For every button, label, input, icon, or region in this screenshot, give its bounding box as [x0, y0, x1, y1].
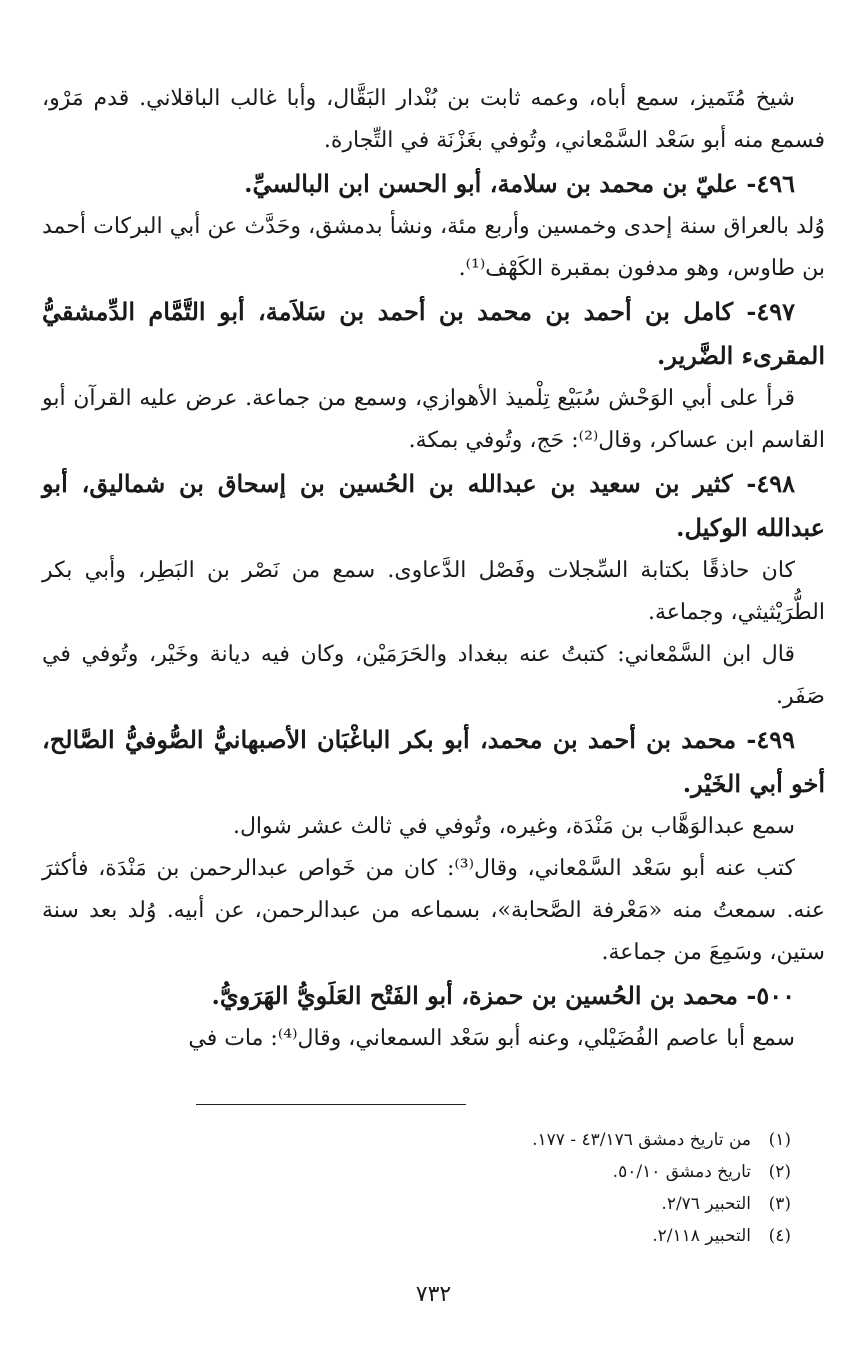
footnote-text: تاريخ دمشق ٥٠/١٠. — [612, 1162, 751, 1182]
paragraph: كتب عنه أبو سَعْد السَّمْعاني، وقال⁽³⁾: كان من خَواص عبدالرحمن بن مَنْدَة، فأكثرَ عنه. سمعتُ منه «مَعْرفة الصَّحابة»، بسماعه من عبدالرحمن، عن أبيه. وُلد بعد سنة ستين، وسَمِعَ من جماعة. — [42, 856, 825, 965]
paragraph: سمع عبدالوَهَّاب بن مَنْدَة، وغيره، وتُوفي في ثالث عشر شوال. — [232, 814, 795, 839]
footnote — [42, 1220, 791, 1252]
footnote-separator — [196, 1104, 466, 1105]
footnote-text: من تاريخ دمشق ٤٣/١٧٦ - ١٧٧. — [532, 1130, 751, 1150]
footnote-number: (٢) — [768, 1162, 791, 1182]
entry-heading-500: ٥٠٠- محمد بن الحُسين بن حمزة، أبو الفَتْح العَلَويُّ الهَرَويُّ. — [211, 981, 795, 1010]
entry-heading-498: ٤٩٨- كثير بن سعيد بن عبدالله بن الحُسين بن إسحاق بن شماليق، أبو عبدالله الوكيل. — [42, 469, 825, 542]
main-text — [42, 78, 825, 1060]
footnotes — [42, 1124, 791, 1252]
paragraph: كان حاذقًا بكتابة السِّجلات وفَصْل الدَّعاوى. سمع من نَصْر بن البَطِر، وأبي بكر الطُّرَيْثيثي، وجماعة. — [42, 558, 825, 625]
footnote-number: (١) — [768, 1130, 791, 1150]
footnote-text: التحبير ٢/٧٦. — [661, 1194, 751, 1214]
paragraph: وُلد بالعراق سنة إحدى وخمسين وأربع مئة، ونشأ بدمشق، وحَدَّث عن أبي البركات أحمد بن طاوس، وهو مدفون بمقبرة الكَهْف⁽¹⁾. — [42, 214, 825, 281]
footnote — [42, 1124, 791, 1156]
page-number: ٧٣٢ — [415, 1282, 452, 1307]
paragraph: شيخ مُتَميز، سمع أباه، وعمه ثابت بن بُنْدار البَقَّال، وأبا غالب الباقلاني. قدم مَرْو، فسمع منه أبو سَعْد السَّمْعاني، وتُوفي بغَزْنَة في التِّجارة. — [42, 86, 825, 153]
footnote — [42, 1188, 791, 1220]
entry-heading-496: ٤٩٦- عليّ بن محمد بن سلامة، أبو الحسن ابن البالسيِّ. — [244, 169, 795, 198]
paragraph: قال ابن السَّمْعاني: كتبتُ عنه ببغداد والحَرَمَيْن، وكان فيه ديانة وخَيْر، وتُوفي في صَفَر. — [42, 642, 825, 709]
footnote — [42, 1156, 791, 1188]
footnote-text: التحبير ٢/١١٨. — [652, 1226, 751, 1246]
paragraph: سمع أبا عاصم الفُضَيْلي، وعنه أبو سَعْد السمعاني، وقال⁽⁴⁾: مات في — [188, 1026, 795, 1051]
entry-heading-497: ٤٩٧- كامل بن أحمد بن محمد بن أحمد بن سَلاَمة، أبو التَّمَّام الدِّمشقيُّ المقرىء الضَّرير. — [42, 297, 825, 370]
entry-heading-499: ٤٩٩- محمد بن أحمد بن محمد، أبو بكر الباغْبَان الأصبهانيُّ الصُّوفيُّ الصَّالح، أخو أبي الخَيْر. — [42, 725, 825, 798]
footnote-number: (٣) — [768, 1194, 791, 1214]
footnote-number: (٤) — [768, 1226, 791, 1246]
paragraph: قرأ على أبي الوَحْش سُبَيْع تِلْميذ الأهوازي، وسمع من جماعة. عرض عليه القرآن أبو القاسم ابن عساكر، وقال⁽²⁾: حَج، وتُوفي بمكة. — [42, 386, 825, 453]
